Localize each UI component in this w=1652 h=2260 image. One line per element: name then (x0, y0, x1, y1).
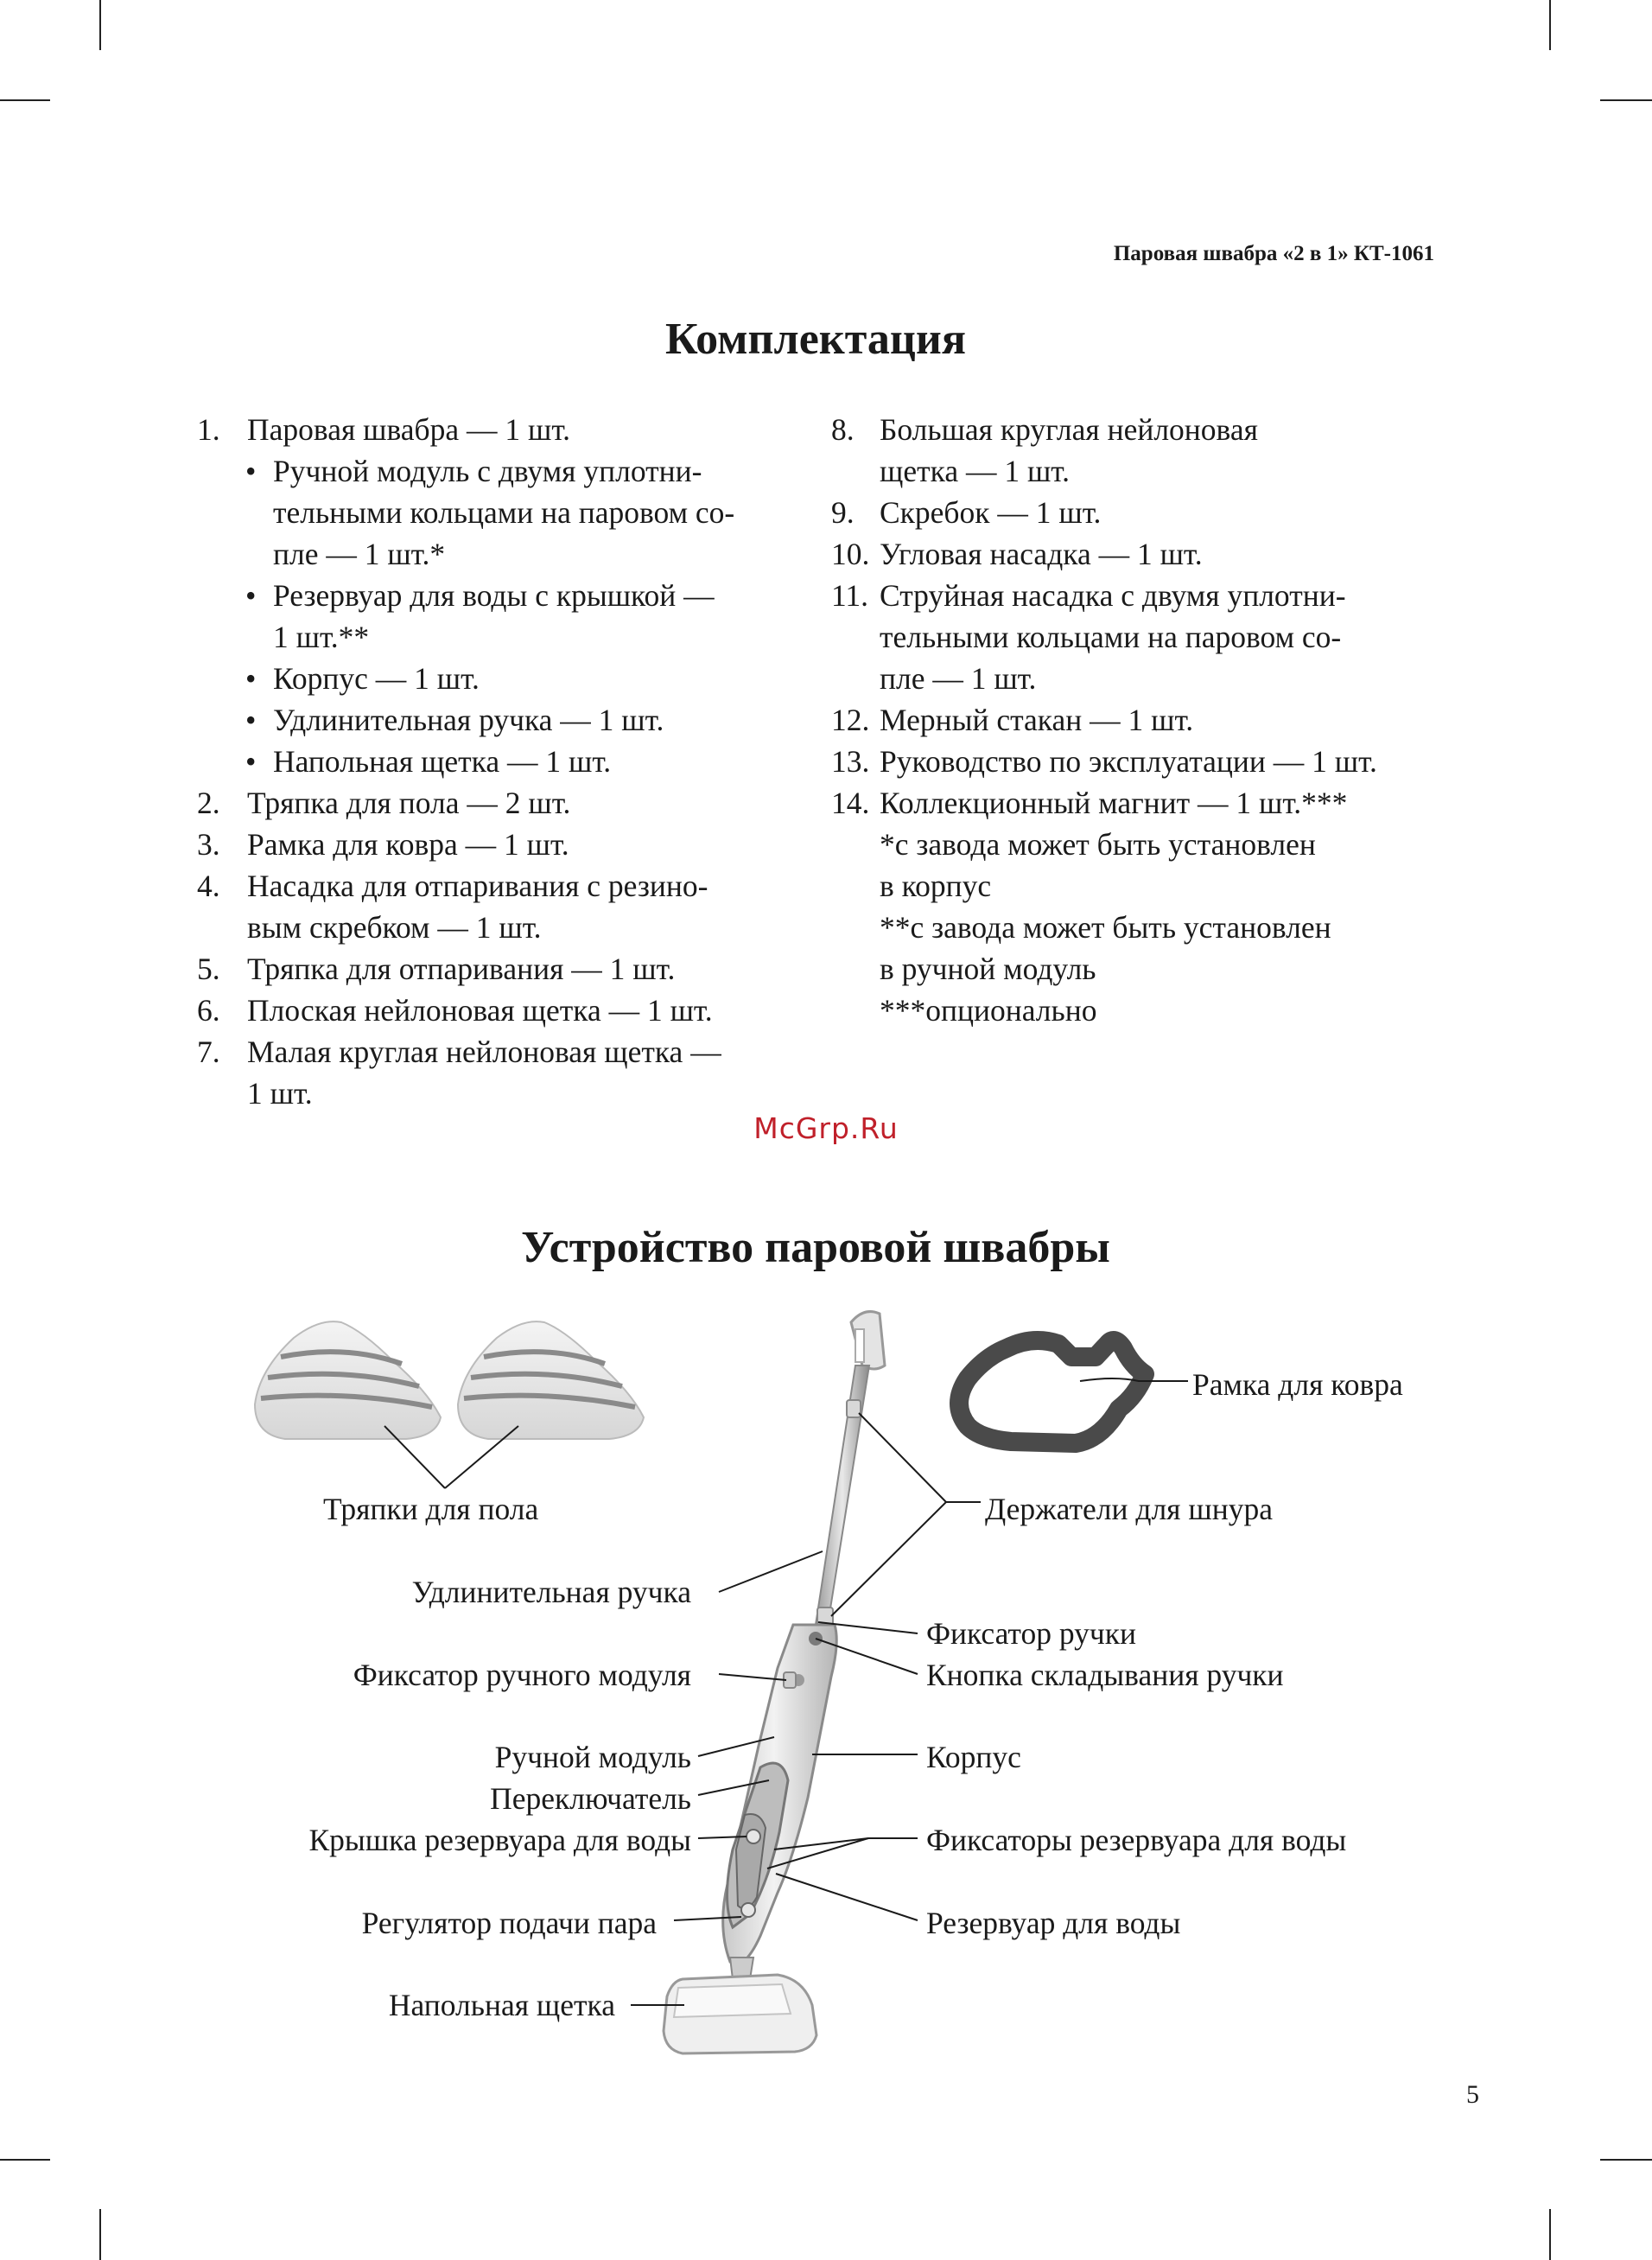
label-body: Корпус (926, 1740, 1021, 1774)
list-item: 13. Руководство по эксплуатации — 1 шт. (831, 744, 1377, 779)
list-subitem: • Резервуар для воды с крышкой — 1 шт.** (245, 578, 715, 654)
floor-cloth-icon (255, 1321, 441, 1439)
label-handheld-module: Ручной модуль (494, 1740, 691, 1774)
label-extension-handle: Удлинительная ручка (411, 1575, 691, 1609)
label-water-tank: Резервуар для воды (926, 1906, 1181, 1940)
list-item: 1. Паровая швабра — 1 шт. (197, 412, 571, 447)
watermark: McGrp.Ru (753, 1111, 899, 1145)
list-item: 7. Малая круглая нейлоновая щетка — 1 шт. (197, 1035, 721, 1111)
footnote: *с завода может быть установлен (880, 827, 1316, 862)
label-fold-button: Кнопка складывания ручки (926, 1658, 1284, 1692)
page-number: 5 (1466, 2080, 1479, 2109)
floor-cloth-icon (458, 1321, 644, 1439)
list-subitem: • Напольная щетка — 1 шт. (245, 744, 612, 779)
footnote: ***опционально (880, 993, 1097, 1028)
steam-mop-icon (664, 1312, 885, 2053)
list-item: 5. Тряпка для отпаривания — 1 шт. (197, 952, 676, 986)
list-item: 2. Тряпка для пола — 2 шт. (197, 786, 571, 820)
label-floor-cloths: Тряпки для пола (323, 1492, 539, 1526)
list-item: 8. Большая круглая нейлоновая щетка — 1 шт. (831, 412, 1258, 488)
label-switch: Переключатель (490, 1781, 691, 1816)
list-item: 14. Коллекционный магнит — 1 шт.*** (831, 786, 1348, 820)
carpet-frame-icon (959, 1340, 1145, 1443)
label-handheld-lock: Фиксатор ручного модуля (353, 1658, 691, 1692)
running-header: Паровая швабра «2 в 1» КТ-1061 (1113, 242, 1434, 265)
list-item: 9. Скребок — 1 шт. (831, 495, 1102, 530)
label-carpet-frame: Рамка для ковра (1192, 1367, 1403, 1402)
list-item: 6. Плоская нейлоновая щетка — 1 шт. (197, 993, 713, 1028)
section-title-contents: Комплектация (665, 315, 966, 364)
label-floor-brush: Напольная щетка (388, 1988, 615, 2022)
label-steam-regulator: Регулятор подачи пара (361, 1906, 657, 1940)
label-tank-cap: Крышка резервуара для воды (308, 1823, 691, 1857)
footnote: в ручной модуль (880, 952, 1096, 986)
list-item: 4. Насадка для отпаривания с резино- вым скребком — 1 шт. (197, 869, 708, 945)
label-cord-holders: Держатели для шнура (985, 1492, 1273, 1526)
label-tank-locks: Фиксаторы резервуара для воды (926, 1823, 1347, 1857)
list-item: 11. Струйная насадка с двумя уплотни- тельными кольцами на паровом со- пле — 1 шт. (831, 578, 1346, 696)
list-subitem: • Корпус — 1 шт. (245, 661, 480, 696)
list-subitem: • Ручной модуль с двумя уплотни- тельными кольцами на паровом со- пле — 1 шт.* (245, 454, 735, 571)
label-handle-lock: Фиксатор ручки (926, 1616, 1136, 1651)
list-item: 12. Мерный стакан — 1 шт. (831, 703, 1194, 737)
list-subitem: • Удлинительная ручка — 1 шт. (245, 703, 664, 737)
footnote: **с завода может быть установлен (880, 910, 1331, 945)
section-title-device: Устройство паровой швабры (521, 1223, 1110, 1272)
list-item: 10. Угловая насадка — 1 шт. (831, 537, 1203, 571)
footnote: в корпус (880, 869, 992, 903)
list-item: 3. Рамка для ковра — 1 шт. (197, 827, 569, 862)
